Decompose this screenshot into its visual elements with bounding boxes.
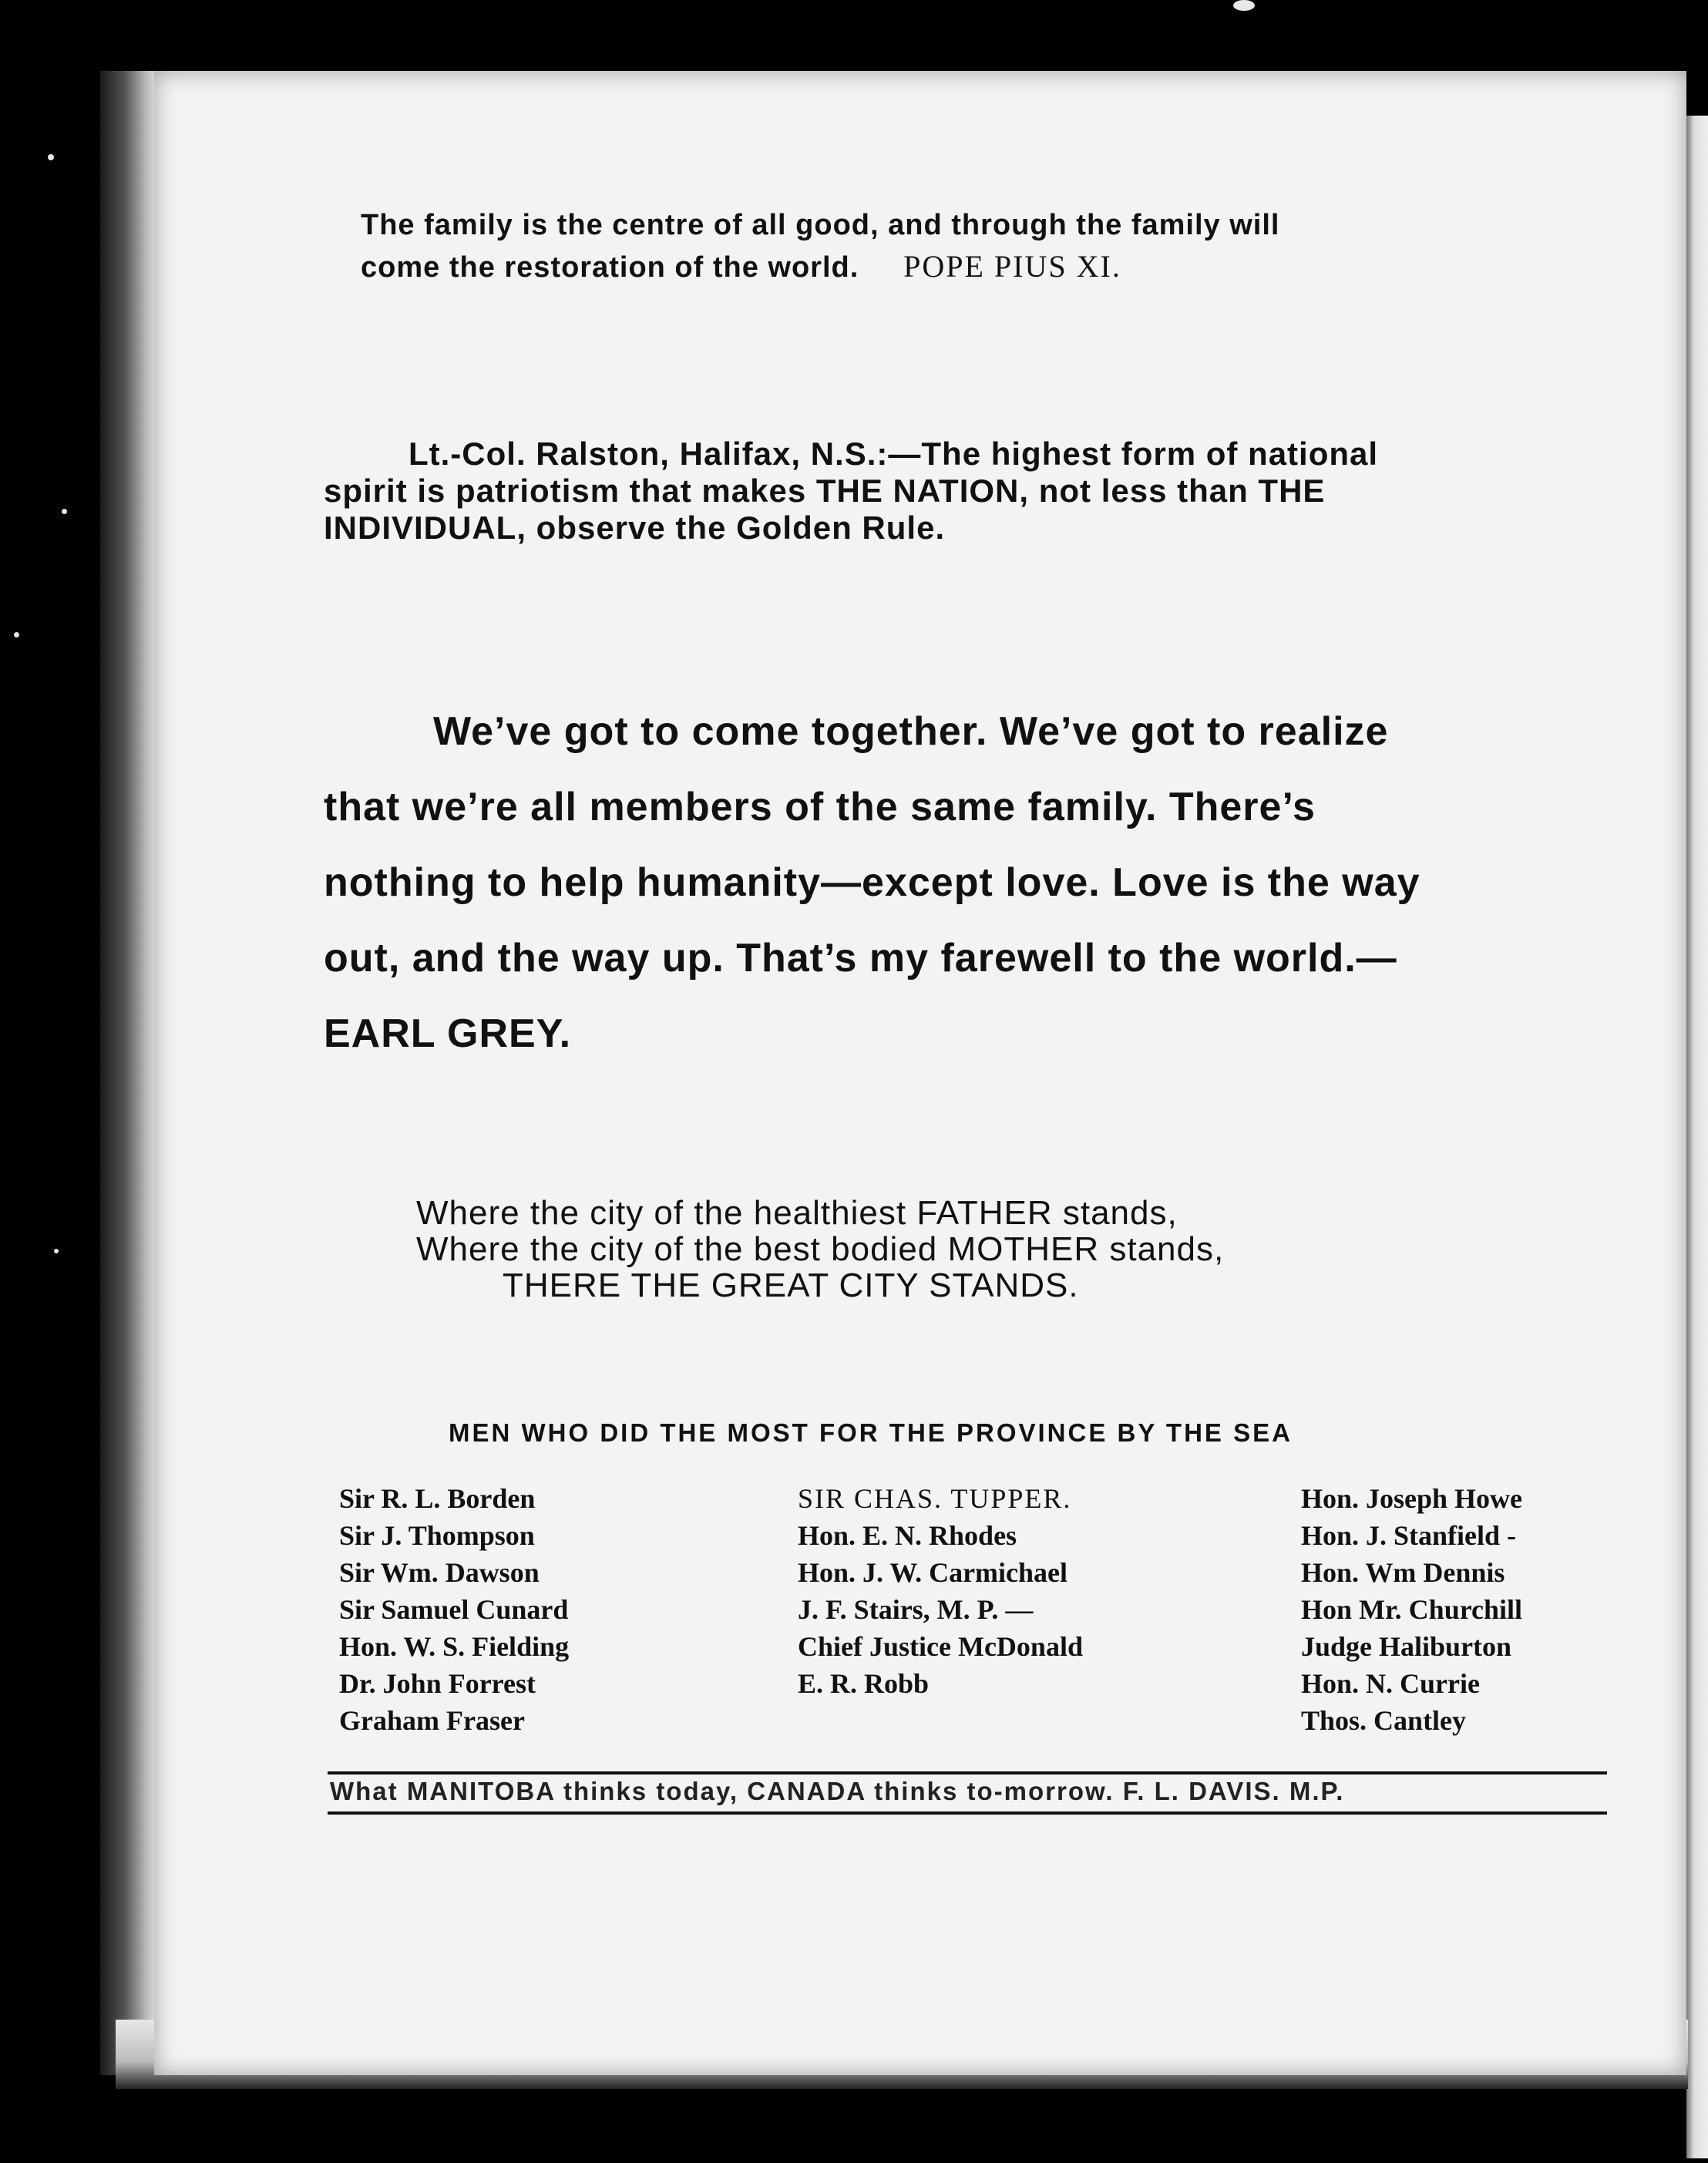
footer-rule-top (328, 1771, 1607, 1774)
quote-family-line1: The family is the centre of all good, and through the family will (361, 209, 1280, 241)
page-right-strip (1686, 116, 1708, 2158)
list-item: E. R. Robb (798, 1668, 930, 1699)
document-page (154, 71, 1686, 2075)
list-item: Judge Haliburton (1301, 1631, 1512, 1662)
list-item: Hon. J. W. Carmichael (798, 1557, 1068, 1588)
quote-ralston-line2: spirit is patriotism that makes THE NATION, not less than THE (324, 473, 1326, 509)
list-item: Sir R. L. Borden (339, 1483, 536, 1514)
footer-motto: What MANITOBA thinks today, CANADA thinks to-morrow. F. L. DAVIS. M.P. (330, 1777, 1345, 1805)
footer-rule-bottom (328, 1811, 1607, 1815)
list-item: Hon. N. Currie (1301, 1668, 1480, 1699)
scan-speck (62, 509, 67, 514)
quote-family (361, 204, 1279, 288)
scan-speck (14, 632, 19, 637)
list-item: J. F. Stairs, M. P. — (798, 1594, 1034, 1625)
quote-ralston-line3: INDIVIDUAL, observe the Golden Rule. (324, 510, 946, 546)
page-left-edge (100, 71, 162, 2075)
list-item: Chief Justice McDonald (798, 1631, 1083, 1662)
list-item: Sir Wm. Dawson (339, 1557, 540, 1588)
scan-speck (48, 154, 54, 160)
quote-ralston (324, 436, 1378, 547)
list-item: Hon Mr. Churchill (1301, 1594, 1523, 1625)
scan-speck (1233, 0, 1255, 11)
quote-earl-grey-line2: that we’re all members of the same family. There’s (324, 785, 1316, 829)
quote-earl-grey-line4: out, and the way up. That’s my farewell to the world.— (324, 936, 1397, 981)
men-list-column-2 (798, 1480, 1083, 1702)
list-item: Hon. E. N. Rhodes (798, 1520, 1017, 1551)
list-item: SIR CHAS. TUPPER. (798, 1483, 1072, 1514)
quote-great-city-line3: THERE THE GREAT CITY STANDS. (503, 1267, 1079, 1304)
list-item: Hon. Joseph Howe (1301, 1483, 1523, 1514)
list-item: Hon. Wm Dennis (1301, 1557, 1505, 1588)
quote-earl-grey-line3: nothing to help humanity—except love. Love is the way (324, 860, 1421, 905)
quote-earl-grey-line5: EARL GREY. (324, 1011, 572, 1056)
quote-ralston-line1: Lt.-Col. Ralston, Halifax, N.S.:—The highest form of national (409, 436, 1379, 472)
quote-family-attribution: POPE PIUS XI. (903, 249, 1121, 284)
quote-great-city-line1: Where the city of the healthiest FATHER stands, (416, 1194, 1178, 1232)
scan-speck (54, 1249, 59, 1253)
quote-earl-grey (324, 694, 1421, 1071)
list-item: Sir J. Thompson (339, 1520, 535, 1551)
list-item: Dr. John Forrest (339, 1668, 536, 1699)
quote-family-line2: come the restoration of the world. (361, 251, 859, 284)
list-item: Graham Fraser (339, 1705, 525, 1736)
list-item: Hon. W. S. Fielding (339, 1631, 570, 1662)
quote-great-city (416, 1195, 1224, 1304)
list-item: Hon. J. Stanfield - (1301, 1520, 1517, 1551)
men-list-heading: MEN WHO DID THE MOST FOR THE PROVINCE BY THE SEA (449, 1418, 1293, 1447)
men-list-column-3 (1301, 1480, 1522, 1739)
quote-great-city-line2: Where the city of the best bodied MOTHER stands, (416, 1230, 1225, 1268)
list-item: Thos. Cantley (1301, 1705, 1467, 1736)
men-list-column-1 (339, 1480, 569, 1739)
list-item: Sir Samuel Cunard (339, 1594, 569, 1625)
quote-earl-grey-line1: We’ve got to come together. We’ve got to realize (433, 709, 1389, 754)
